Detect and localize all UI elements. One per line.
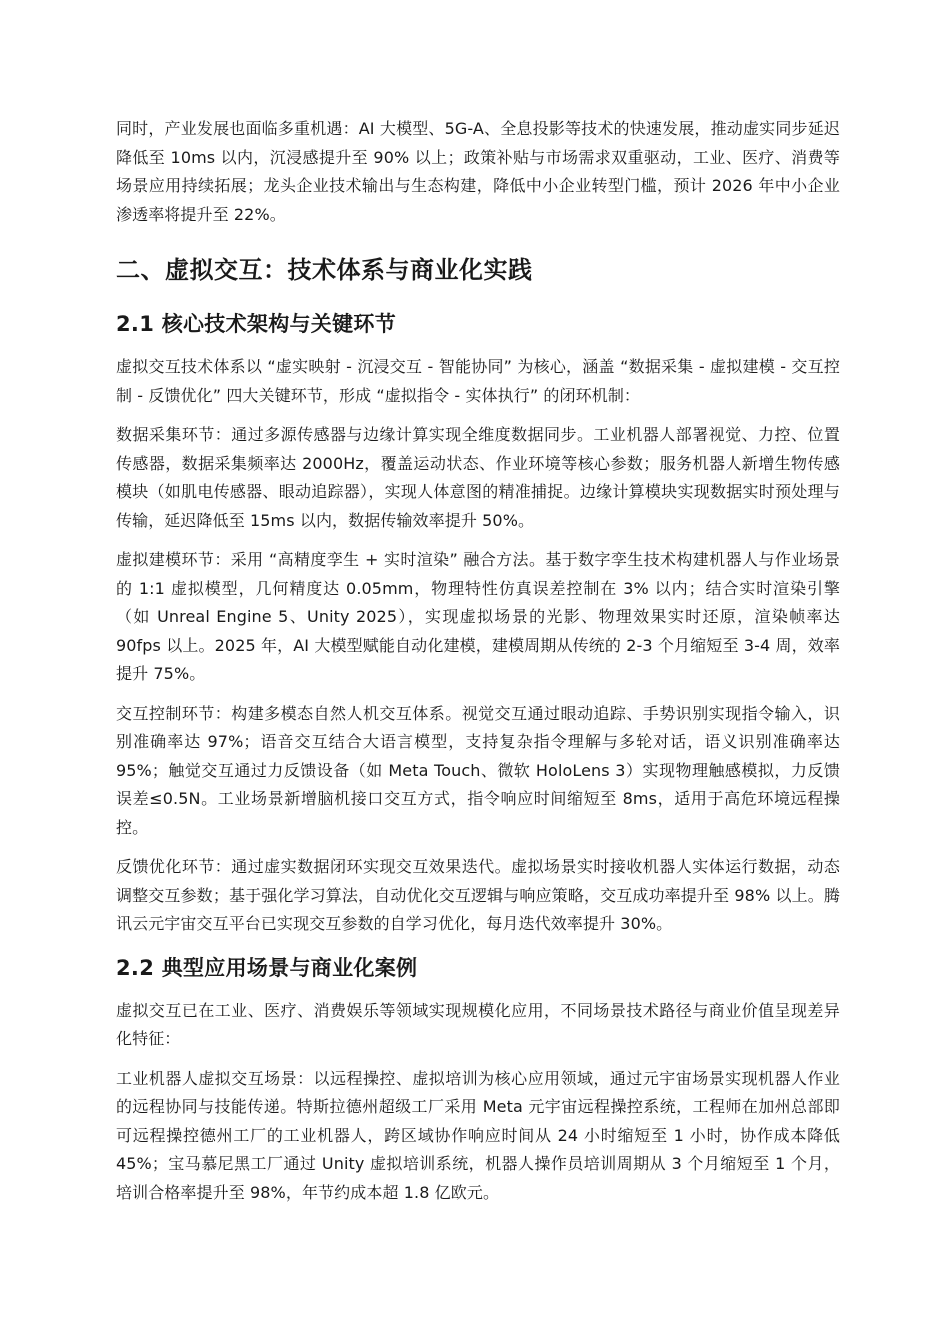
paragraph-interaction-control: 交互控制环节：构建多模态自然人机交互体系。视觉交互通过眼动追踪、手势识别实现指令输入，识别准确率达 97%；语音交互结合大语言模型，支持复杂指令理解与多轮对话，语义识别准确率达 95%；触觉交互通过力反馈设备（如 Meta Touch、微软 HoloLens 3）实现物理触感模拟，力反馈误差≤0.5N。工业场景新增脑机接口交互方式，指令响应时间缩短至 8ms，适用于高危环境远程操控。 bbox=[116, 703, 840, 837]
paragraph-feedback-optimization: 反馈优化环节：通过虚实数据闭环实现交互效果迭代。虚拟场景实时接收机器人实体运行数据，动态调整交互参数；基于强化学习算法，自动优化交互逻辑与响应策略，交互成功率提升至 98% 以上。腾讯云元宇宙交互平台已实现交互参数的自学习优化，每月迭代效率提升 30%。 bbox=[116, 857, 840, 933]
page-content bbox=[116, 115, 840, 1218]
section-heading: 二、虚拟交互：技术体系与商业化实践 bbox=[116, 256, 533, 284]
paragraph-architecture-overview: 虚拟交互技术体系以 “虚实映射 - 沉浸交互 - 智能协同” 为核心，涵盖 “数据采集 - 虚拟建模 - 交互控制 - 反馈优化” 四大关键环节，形成 “虚拟指令 - 实体执行” 的闭环机制： bbox=[116, 357, 840, 405]
subsection-heading-2-2: 2.2 典型应用场景与商业化案例 bbox=[116, 955, 418, 980]
paragraph-virtual-modeling: 虚拟建模环节：采用 “高精度孪生 + 实时渲染” 融合方法。基于数字孪生技术构建机器人与作业场景的 1:1 虚拟模型，几何精度达 0.05mm，物理特性仿真误差控制在 3% 以内；结合实时渲染引擎（如 Unreal Engine 5、Unity 2025），实现虚拟场景的光影、物理效果实时还原，渲染帧率达 90fps 以上。2025 年，AI 大模型赋能自动化建模，建模周期从传统的 2-3 个月缩短至 3-4 周，效率提升 75%。 bbox=[116, 550, 840, 683]
intro-paragraph: 同时，产业发展也面临多重机遇：AI 大模型、5G-A、全息投影等技术的快速发展，推动虚实同步延迟降低至 10ms 以内，沉浸感提升至 90% 以上；政策补贴与市场需求双重驱动，工业、医疗、消费等场景应用持续拓展；龙头企业技术输出与生态构建，降低中小企业转型门槛，预计 2026 年中小企业渗透率将提升至 22%。 bbox=[116, 119, 840, 224]
paragraph-data-collection: 数据采集环节：通过多源传感器与边缘计算实现全维度数据同步。工业机器人部署视觉、力控、位置传感器，数据采集频率达 2000Hz，覆盖运动状态、作业环境等核心参数；服务机器人新增生物传感模块（如肌电传感器、眼动追踪器），实现人体意图的精准捕捉。边缘计算模块实现数据实时预处理与传输，延迟降低至 15ms 以内，数据传输效率提升 50%。 bbox=[116, 425, 840, 530]
paragraph-applications-overview: 虚拟交互已在工业、医疗、消费娱乐等领域实现规模化应用，不同场景技术路径与商业价值呈现差异化特征： bbox=[116, 1000, 840, 1048]
subsection-heading-2-1: 2.1 核心技术架构与关键环节 bbox=[116, 312, 397, 336]
paragraph-industrial-robot-scenario: 工业机器人虚拟交互场景：以远程操控、虚拟培训为核心应用领域，通过元宇宙场景实现机器人作业的远程协同与技能传递。特斯拉德州超级工厂采用 Meta 元宇宙远程操控系统，工程师在加州总部即可远程操控德州工厂的工业机器人，跨区域协作响应时间从 24 小时缩短至 1 小时，协作成本降低 45%；宝马慕尼黑工厂通过 Unity 虚拟培训系统，机器人操作员培训周期从 3 个月缩短至 1 个月，培训合格率提升至 98%，年节约成本超 1.8 亿欧元。 bbox=[116, 1068, 840, 1202]
